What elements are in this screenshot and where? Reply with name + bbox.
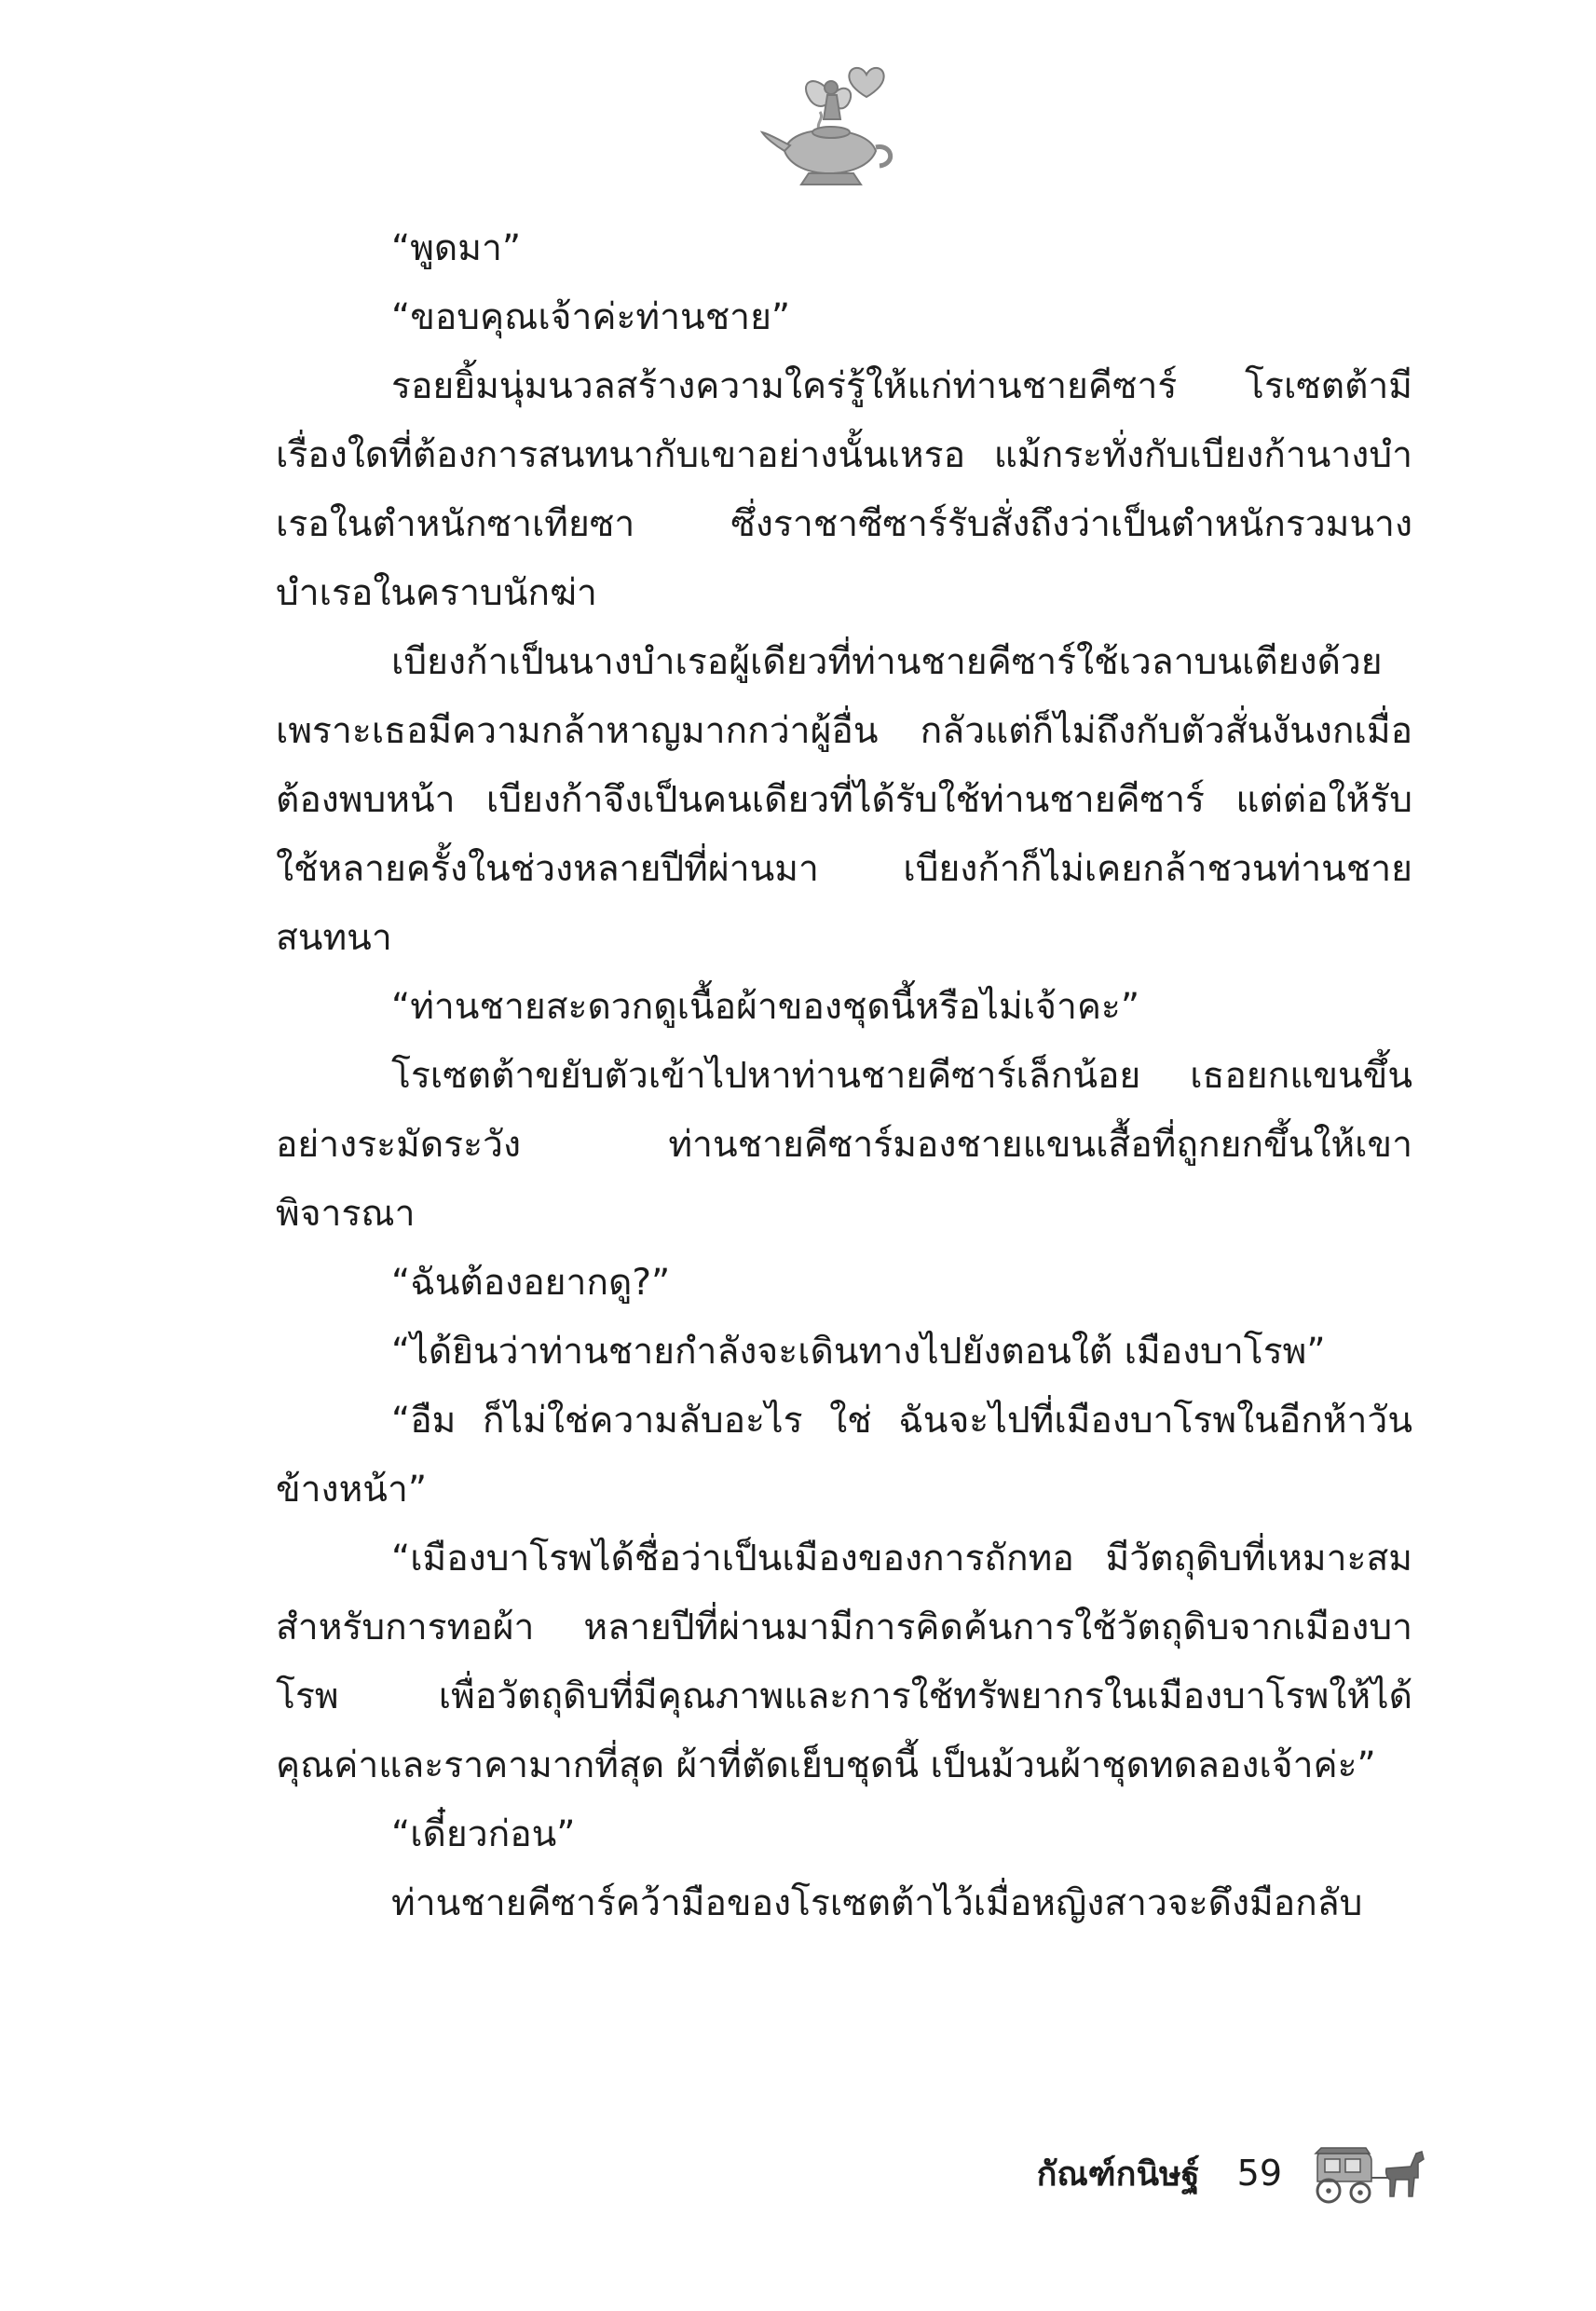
paragraph: เบียงก้าเป็นนางบำเรอผู้เดียวที่ท่านชายคีซาร์ใช้เวลาบนเตียงด้วย เพราะเธอมีความกล้าหาญมากกว่าผู้อื่น กลัวแต่ก็ไม่ถึงกับตัวสั่นงันงกเมื่อต้องพบหน้า เบียงก้าจึงเป็นคนเดียวที่ได้รับใช้ท่านชายคีซาร์ แต่ต่อให้รับใช้หลายครั้งในช่วงหลายปีที่ผ่านมา เบียงก้าก็ไม่เคยกล้าชวนท่านชายสนทนา (276, 641, 1412, 959)
paragraph: “เดี๋ยวก่อน” (391, 1813, 576, 1855)
paragraph: รอยยิ้มนุ่มนวลสร้างความใคร่รู้ให้แก่ท่านชายคีซาร์ โรเซตต้ามีเรื่องใดที่ต้องการสนทนากับเขาอย่างนั้นเหรอ แม้กระทั่งกับเบียงก้านางบำเรอในตำหนักซาเทียซา ซึ่งราชาซีซาร์รับสั่งถึงว่าเป็นตำหนักรวมนางบำเรอในคราบนักฆ่า (276, 365, 1412, 614)
paragraph: “ท่านชายสะดวกดูเนื้อผ้าของชุดนี้หรือไม่เจ้าคะ” (391, 986, 1140, 1028)
paragraph: “ได้ยินว่าท่านชายกำลังจะเดินทางไปยังตอนใต้ เมืองบาโรพ” (391, 1331, 1326, 1373)
paragraph: “ฉันต้องอยากดู?” (391, 1262, 671, 1304)
teapot-fairy-icon (757, 54, 906, 203)
paragraph: “พูดมา” (391, 227, 522, 269)
horse-carriage-icon (1314, 2140, 1425, 2206)
page-footer (997, 2136, 1425, 2210)
paragraph: “เมืองบาโรพได้ชื่อว่าเป็นเมืองของการถักทอ มีวัตถุดิบที่เหมาะสมสำหรับการทอผ้า หลายปีที่ผ่านมามีการคิดค้นการใช้วัตถุดิบจากเมืองบาโรพ เพื่อวัตถุดิบที่มีคุณภาพและการใช้ทรัพยากรในเมืองบาโรพให้ได้คุณค่าและราคามากที่สุด ผ้าที่ตัดเย็บชุดนี้ เป็นม้วนผ้าชุดทดลองเจ้าค่ะ” (276, 1538, 1412, 1786)
book-title: กัณฑ์กนิษฐ์ (1036, 2154, 1200, 2194)
page-number: 59 (1236, 2153, 1282, 2194)
paragraph: ท่านชายคีซาร์คว้ามือของโรเซตต้าไว้เมื่อหญิงสาวจะดึงมือกลับ (391, 1882, 1363, 1924)
body-text (276, 214, 1412, 1938)
paragraph: โรเซตต้าขยับตัวเข้าไปหาท่านชายคีซาร์เล็กน้อย เธอยกแขนขึ้นอย่างระมัดระวัง ท่านชายคีซาร์มองชายแขนเสื้อที่ถูกยกขึ้นให้เขาพิจารณา (276, 1055, 1412, 1235)
paragraph: “ขอบคุณเจ้าค่ะท่านชาย” (391, 296, 791, 338)
paragraph: “อืม ก็ไม่ใช่ความลับอะไร ใช่ ฉันจะไปที่เมืองบาโรพในอีกห้าวันข้างหน้า” (276, 1400, 1412, 1511)
